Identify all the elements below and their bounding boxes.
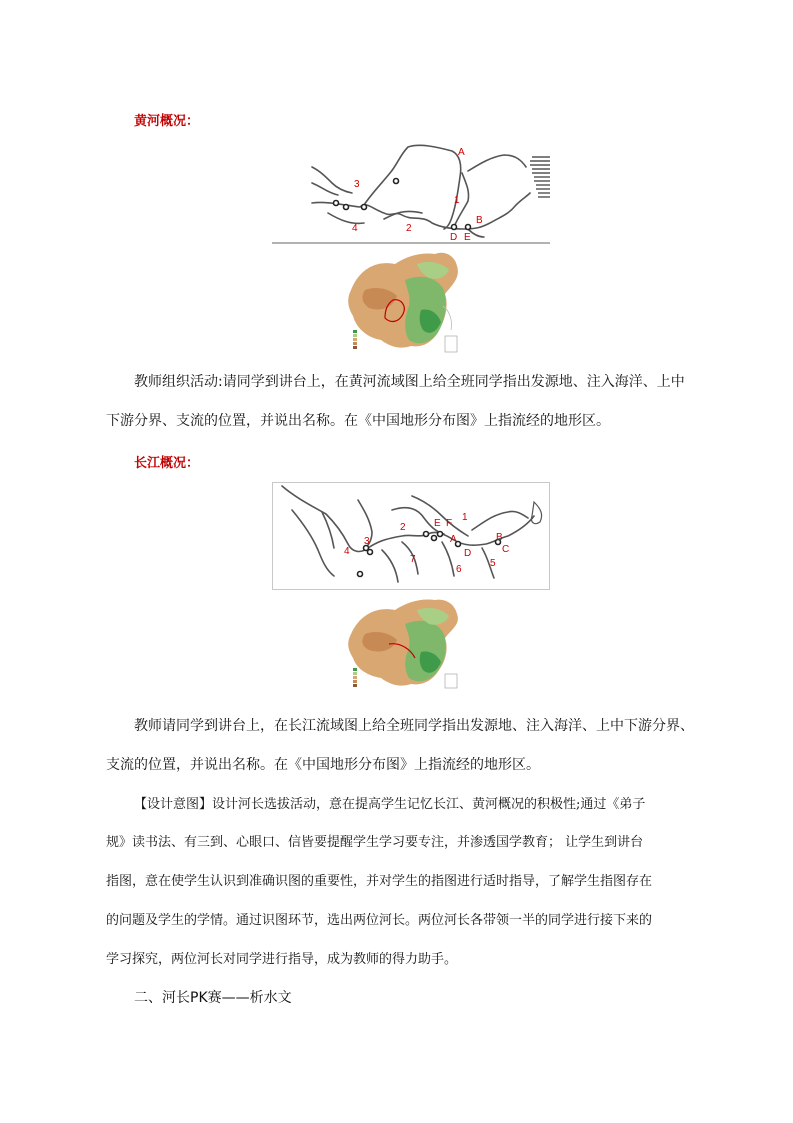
changjiang-label-4: 4 xyxy=(344,546,350,557)
changjiang-label-a: A xyxy=(450,534,457,545)
changjiang-label-2: 2 xyxy=(400,522,406,533)
china-terrain-map-1 xyxy=(345,250,463,358)
changjiang-label-e: E xyxy=(434,518,441,529)
design-intent-line-5: 学习探究，两位河长对同学进行指导，成为教师的得力助手。 xyxy=(106,952,458,967)
changjiang-heading: 长江概况： xyxy=(134,456,200,471)
huanghe-label-4: 4 xyxy=(352,223,358,234)
huanghe-label-b: B xyxy=(476,215,483,226)
changjiang-label-3: 3 xyxy=(364,536,370,547)
changjiang-paragraph-line-1: 教师请同学到讲台上，在长江流域图上给全班同学指出发源地、注入海洋、上中下游分界、 xyxy=(134,718,694,734)
section-title: 二、河长PK赛——析水文 xyxy=(134,990,292,1006)
huanghe-river-map xyxy=(272,143,550,244)
changjiang-paragraph-line-2: 支流的位置，并说出名称。在《中国地形分布图》上指流经的地形区。 xyxy=(106,757,540,773)
design-intent-line-2: 规》读书法、有三到、心眼口、信皆要提醒学生学习要专注，并渗透国学教育； 让学生到讲台 xyxy=(106,835,644,850)
design-intent-line-1: 【设计意图】设计河长选拔活动，意在提高学生记忆长江、黄河概况的积极性;通过《弟子 xyxy=(134,797,646,812)
huanghe-label-d: D xyxy=(450,232,458,243)
design-intent-line-4: 的问题及学生的学情。通过识图环节，选出两位河长。两位河长各带领一半的同学进行接下来的 xyxy=(106,913,653,928)
huanghe-label-a: A xyxy=(458,147,465,158)
huanghe-heading: 黄河概况： xyxy=(134,114,200,129)
huanghe-label-2: 2 xyxy=(406,223,412,234)
huanghe-paragraph-line-1: 教师组织活动:请同学到讲台上，在黄河流域图上给全班同学指出发源地、注入海洋、上中 xyxy=(134,374,685,390)
design-intent-line-3: 指图，意在使学生认识到准确识图的重要性，并对学生的指图进行适时指导，了解学生指图存在 xyxy=(106,874,653,889)
changjiang-label-d: D xyxy=(464,548,472,559)
changjiang-label-c: C xyxy=(502,544,510,555)
changjiang-label-f: F xyxy=(446,518,453,529)
changjiang-label-6: 6 xyxy=(456,564,462,575)
huanghe-label-e: E xyxy=(464,232,471,243)
changjiang-label-b: B xyxy=(496,532,503,543)
changjiang-river-map xyxy=(272,482,550,590)
changjiang-label-5: 5 xyxy=(490,558,496,569)
huanghe-label-1: 1 xyxy=(454,195,460,206)
changjiang-label-1: 1 xyxy=(462,512,468,523)
china-terrain-map-2 xyxy=(345,598,463,694)
huanghe-paragraph-line-2: 下游分界、支流的位置，并说出名称。在《中国地形分布图》上指流经的地形区。 xyxy=(106,413,610,429)
huanghe-label-3: 3 xyxy=(354,179,360,190)
changjiang-label-7: 7 xyxy=(410,554,416,565)
